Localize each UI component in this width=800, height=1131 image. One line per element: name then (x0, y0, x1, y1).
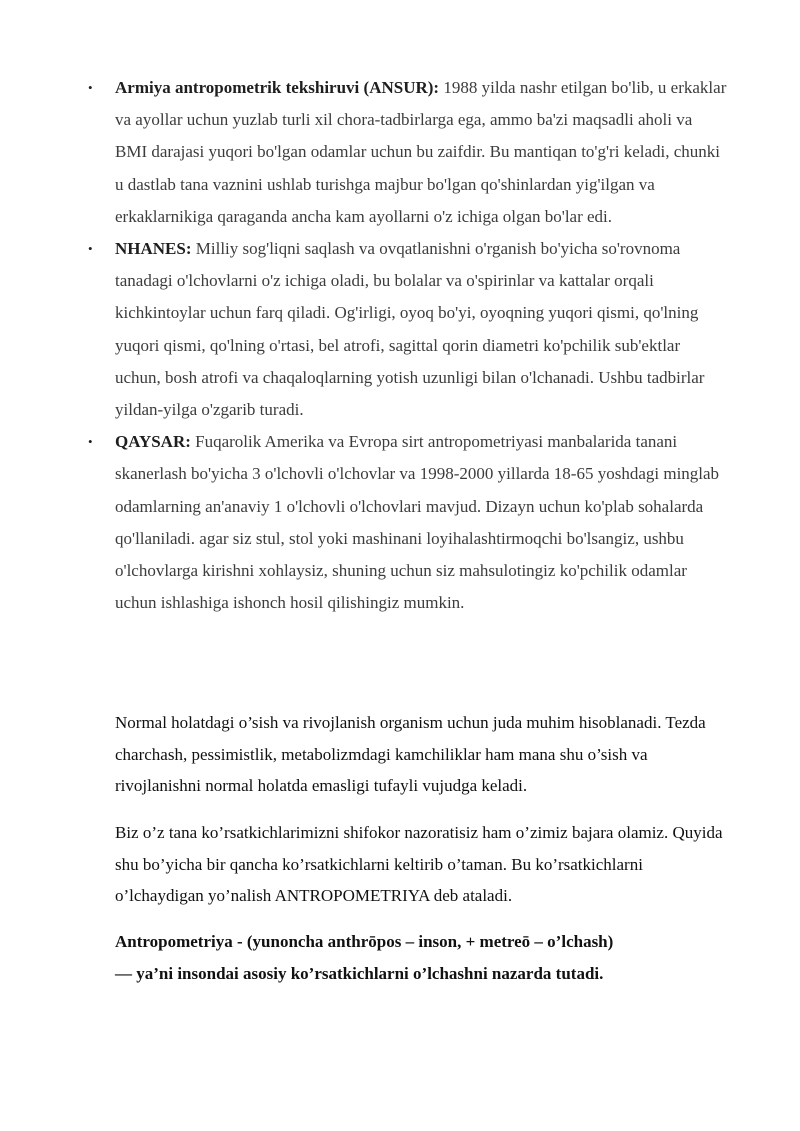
bullet-item-ansur (88, 72, 728, 233)
bullet-text: Milliy sog'liqni saqlash va ovqatlanishni o'rganish bo'yicha so'rovnoma tanadagi o'lchovlarni o'z ichiga oladi, bu bolalar va o'spirinlar va kattalar orqali kichkintoylar uchun farq qiladi. Og'irligi, oyoq bo'yi, oyoqning yuqori qismi, qo'lning yuqori qismi, qo'lning o'rtasi, bel atrofi, sagittal qorin diametri ko'pchilik sub'ektlar uchun, bosh atrofi va chaqaloqlarning yotish uzunligi bilan o'lchanadi. Ushbu tadbirlar yildan-yilga o'zgarib turadi. (115, 239, 705, 420)
bullet-item-qaysar (88, 426, 728, 619)
definition-paragraph (115, 926, 735, 989)
bullet-icon: • (88, 241, 93, 257)
dataset-bullet-list (88, 72, 728, 619)
bullet-icon: • (88, 434, 93, 450)
bullet-item-nhanes (88, 233, 728, 426)
paragraph-growth: Normal holatdagi o’sish va rivojlanish organism uchun juda muhim hisoblanadi. Tezda charchash, pessimistlik, metabolizmdagi kamchiliklar ham mana shu o’sish va rivojlanishni normal holatda emasligi tufayli vujudga keladi. (115, 713, 706, 795)
bullet-term: NHANES: (115, 239, 192, 259)
bullet-term: Armiya antropometrik tekshiruvi (ANSUR): (115, 78, 440, 97)
paragraph-indicators: Biz o’z tana ko’rsatkichlarimizni shifokor nazoratisiz ham o’zimiz bajara olamiz. Quyida shu bo’yicha bir qancha ko’rsatkichlarni keltirib o’taman. Bu ko’rsatkichlarni o’lchaydigan yo’nalish ANTROPOMETRIYA deb ataladi. (115, 823, 723, 905)
bullet-text: Fuqarolik Amerika va Evropa sirt antropometriyasi manbalarida tanani skanerlash bo'yicha 3 o'lchovli o'lchovlar va 1998-2000 yillarda 18-65 yoshdagi minglab odamlarning an'anaviy 1 o'lchovli o'lchovlari mavjud. Dizayn uchun ko'plab sohalarda qo'llaniladi. agar siz stul, stol yoki mashinani loyihalashtirmoqchi bo'lsangiz, ushbu o'lchovlarga kirishni xohlaysiz, shuning uchun siz mahsulotingiz ko'pchilik odamlar uchun ishlashiga ishonch hosil qilishingiz mumkin. (115, 432, 720, 613)
bullet-icon: • (88, 80, 93, 95)
bullet-term: QAYSAR: (115, 432, 191, 452)
bullet-text: 1988 yilda nashr etilgan bo'lib, u erkaklar va ayollar uchun yuzlab turli xil chora-tadbirlarga ega, ammo ba'zi maqsadli aholi va BMI darajasi yuqori bo'lgan odamlar uchun bu zaifdir. Bu mantiqan to'g'ri keladi, chunki u dastlab tana vaznini ushlab turishga majbur bo'lgan qo'shinlardan yig'ilgan va erkaklarnikiga qaraganda ancha kam ayollarni o'z ichiga olgan bo'lar edi. (115, 78, 727, 226)
definition-line-2: — ya’ni insondai asosiy ko’rsatkichlarni o’lchashni nazarda tutadi. (115, 963, 604, 983)
definition-line-1: Antropometriya - (yunoncha anthrōpos – inson, + metreō – o’lchash) (115, 932, 614, 951)
